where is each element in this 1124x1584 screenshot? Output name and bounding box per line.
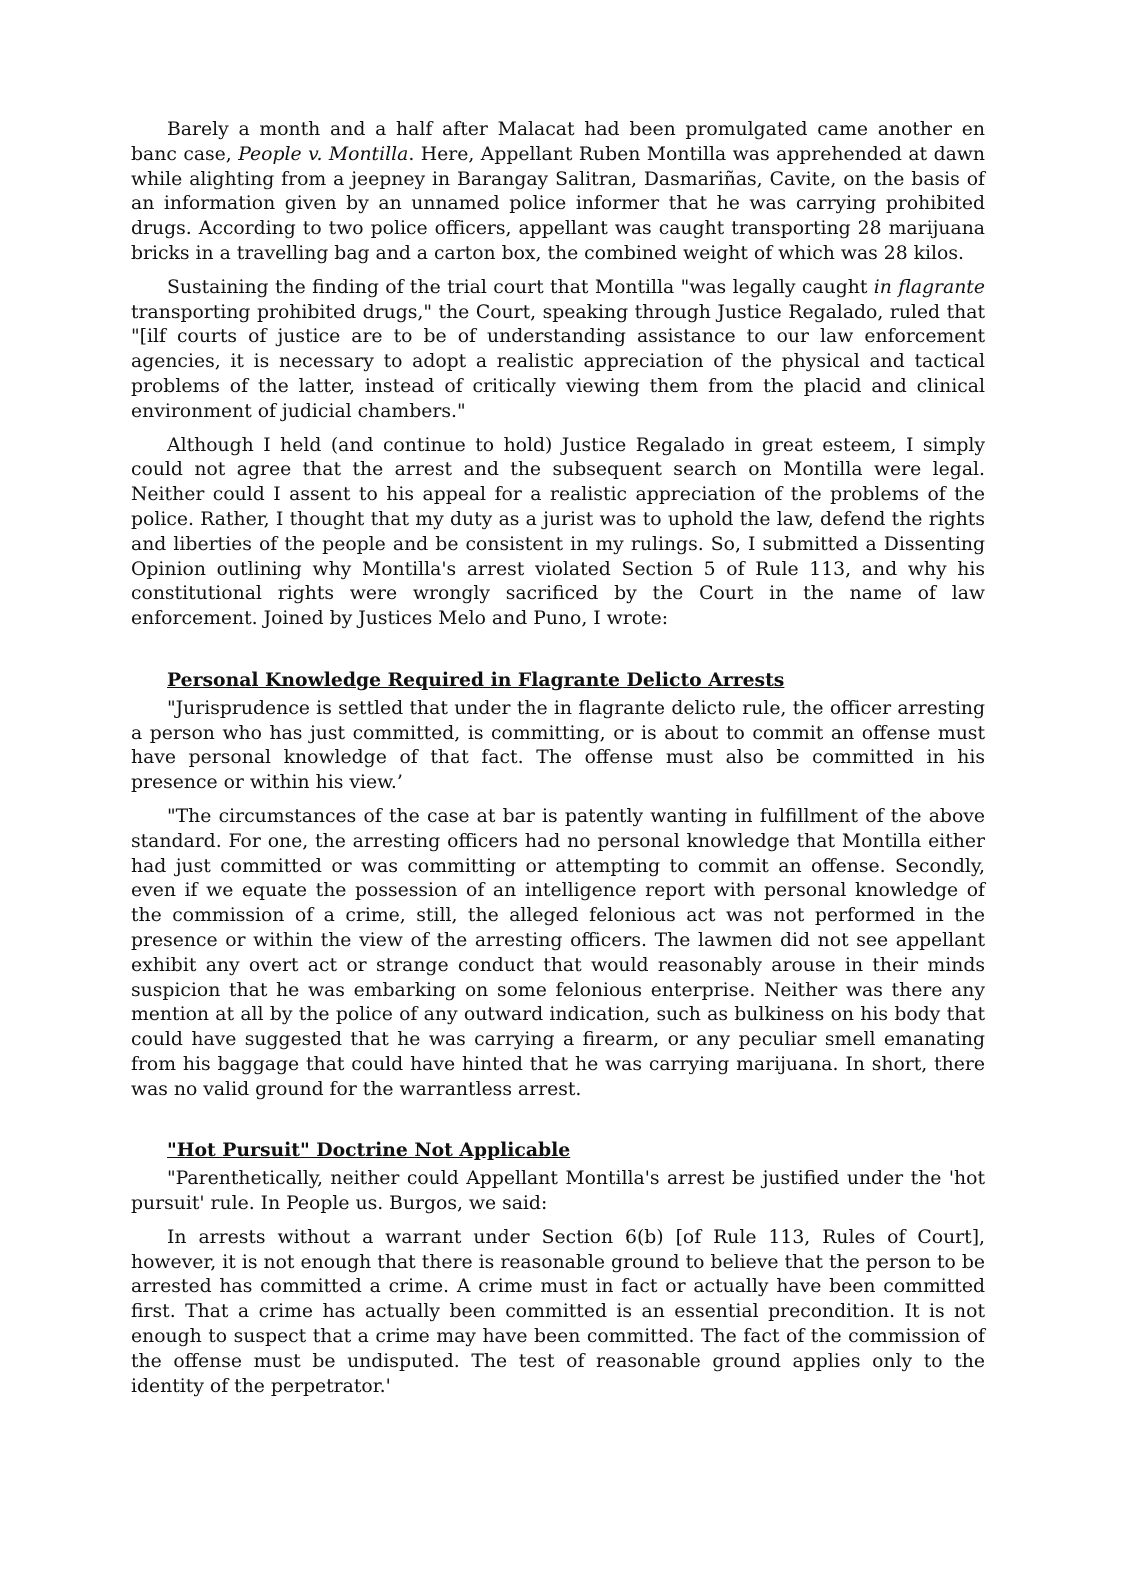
in-flagrante-italic: in flagrante (873, 276, 985, 298)
paragraph-circumstances-case: "The circumstances of the case at bar is patently wanting in fulfillment of the above standard. For one, the arresting officers had no personal knowledge that Montilla either had just committed or was committing or attempting to commit an offense. Secondly, even if we equate the possession of an intelligence report with personal knowledge of the commission of a crime, still, the alleged felonious act was not performed in the presence or within the view of the arresting officers. The lawmen did not see appellant exhibit any overt act or strange conduct that would reasonably arouse in their minds suspicion that he was embarking on some felonious enterprise. Neither was there any mention at all by the police of any outward indication, such as bulkiness on his body that could have suggested that he was carrying a firearm, or any peculiar smell emanating from his baggage that could have hinted that he was carrying marijuana. In short, there was no valid ground for the warrantless arrest. (131, 805, 985, 1100)
paragraph-dissenting-opinion: Although I held (and continue to hold) Justice Regalado in great esteem, I simply could not agree that the arrest and the subsequent search on Montilla were legal. Neither could I assent to his appeal for a realistic appreciation of the problems of the police. Rather, I thought that my duty as a jurist was to uphold the law, defend the rights and liberties of the people and be consistent in my rulings. So, I submitted a Dissenting Opinion outlining why Montilla's arrest violated Section 5 of Rule 113, and why his constitutional rights were wrongly sacrificed by the Court in the name of law enforcement. Joined by Justices Melo and Puno, I wrote: (131, 434, 985, 630)
document-page (131, 118, 985, 1408)
paragraph-jurisprudence-settled: "Jurisprudence is settled that under the in flagrante delicto rule, the officer arresting a person who has just committed, is committing, or is about to commit an offense must have personal knowledge of that fact. The offense must also be committed in his presence or within his view.’ (131, 697, 985, 794)
paragraph-trial-court-finding: Sustaining the finding of the trial court that Montilla "was legally caught in flagrante transporting prohibited drugs," the Court, speaking through Justice Regalado, ruled that "[ilf courts of justice are to be of understanding assistance to our law enforcement agencies, it is necessary to adopt a realistic appreciation of the physical and tactical problems of the latter, instead of critically viewing them from the placid and clinical environment of judicial chambers." (131, 276, 985, 422)
section-heading-hot-pursuit: "Hot Pursuit" Doctrine Not Applicable (167, 1139, 571, 1162)
paragraph-people-v-montilla: Barely a month and a half after Malacat had been promulgated came another en banc case, People v. Montilla. Here, Appellant Ruben Montilla was apprehended at dawn while alighting from a jeepney in Barangay Salitran, Dasmariñas, Cavite, on the basis of an information given by an unnamed police informer that he was carrying prohibited drugs. According to two police officers, appellant was caught transporting 28 marijuana bricks in a travelling bag and a carton box, the combined weight of which was 28 kilos. (131, 119, 985, 264)
case-name-italic: People v. Montilla (238, 143, 409, 165)
paragraph-hot-pursuit-rule: "Parenthetically, neither could Appellant Montilla's arrest be justified under the 'hot pursuit' rule. In People us. Burgos, we said: (131, 1168, 985, 1215)
section-heading-personal-knowledge: Personal Knowledge Required in Flagrante Delicto Arrests (167, 668, 785, 691)
paragraph-burgos-quote: In arrests without a warrant under Section 6(b) [of Rule 113, Rules of Court], however, it is not enough that there is reasonable ground to believe that the person to be arrested has committed a crime. A crime must in fact or actually have been committed first. That a crime has actually been committed is an essential precondition. It is not enough to suspect that a crime may have been committed. The fact of the commission of the offense must be undisputed. The test of reasonable ground applies only to the identity of the perpetrator.' (131, 1226, 985, 1397)
